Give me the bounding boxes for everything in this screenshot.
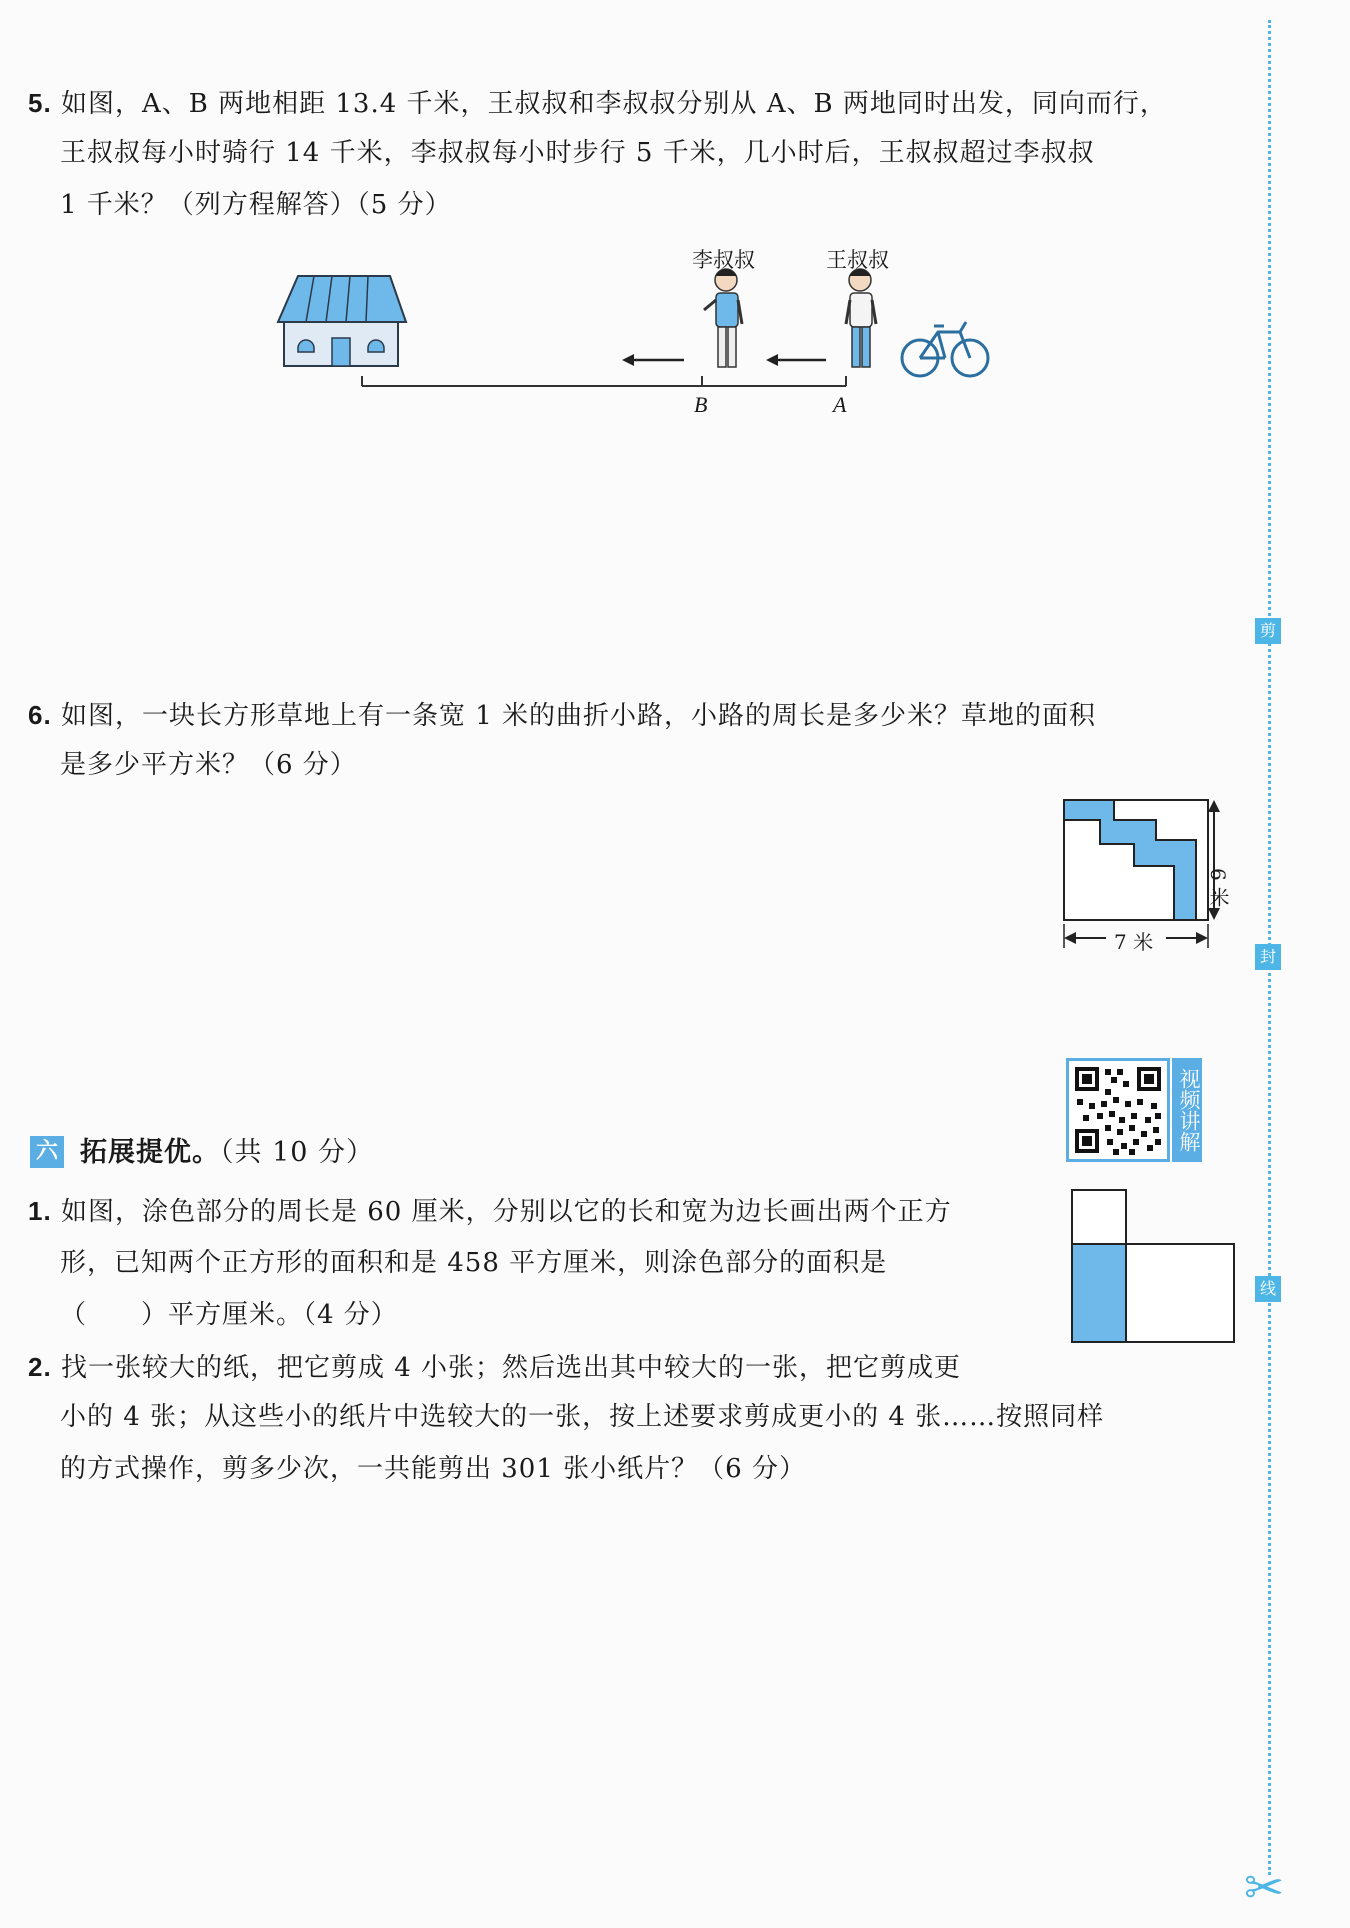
cut-tag: 剪: [1255, 618, 1281, 644]
question-number: 6.: [28, 700, 52, 730]
section-points: （共 10 分）: [220, 1137, 375, 1168]
person-li-icon: [704, 269, 742, 367]
question-text-line: 如图，A、B 两地相距 13.4 千米，王叔叔和李叔叔分别从 A、B 两地同时出发，同向而行，: [60, 89, 1167, 119]
question-number: 5.: [28, 88, 52, 118]
left-arrow-icon: [622, 354, 684, 366]
point-label-b: B: [694, 392, 708, 417]
left-arrow-icon: [766, 354, 826, 366]
bicycle-icon: [902, 322, 988, 376]
question-text-line: 是多少平方米？（6 分）: [60, 750, 357, 780]
question-text-line: 形，已知两个正方形的面积和是 458 平方厘米，则涂色部分的面积是: [60, 1248, 888, 1278]
shaded-rectangle: [1072, 1244, 1126, 1342]
house-icon: [278, 276, 406, 366]
question-text-line: 小的 4 张；从这些小的纸片中选较大的一张，按上述要求剪成更小的 4 张……按照同样: [60, 1402, 1105, 1432]
height-label: 6 米: [1206, 868, 1230, 908]
question-number: 2.: [28, 1352, 52, 1382]
question-text-line: 如图，一块长方形草地上有一条宽 1 米的曲折小路，小路的周长是多少米？草地的面积: [60, 701, 1097, 731]
squares-diagram: [1070, 1188, 1240, 1348]
question-text-line: （ ）平方厘米。（4 分）: [60, 1300, 398, 1330]
point-label-a: A: [833, 392, 847, 417]
person-wang-icon: [846, 269, 876, 367]
section-badge: 六: [30, 1136, 64, 1168]
qr-code-icon[interactable]: [1066, 1058, 1170, 1162]
distance-diagram: [270, 240, 1010, 420]
line-tag: 线: [1255, 1276, 1281, 1302]
question-text-line: 找一张较大的纸，把它剪成 4 小张；然后选出其中较大的一张，把它剪成更: [60, 1353, 962, 1383]
question-number: 1.: [28, 1196, 52, 1226]
question-text-line: 的方式操作，剪多少次，一共能剪出 301 张小纸片？（6 分）: [60, 1454, 806, 1484]
seal-tag: 封: [1255, 944, 1281, 970]
qr-label: 视频讲解: [1172, 1058, 1202, 1162]
scissors-icon: ✂: [1244, 1860, 1285, 1916]
width-label: 7 米: [1114, 930, 1154, 954]
section-title: 拓展提优。: [80, 1137, 220, 1168]
section-header: [80, 1136, 374, 1170]
question-text-line: 1 千米？（列方程解答）（5 分）: [60, 190, 452, 220]
question-text-line: 王叔叔每小时骑行 14 千米，李叔叔每小时步行 5 千米，几小时后，王叔叔超过李叔叔: [60, 138, 1095, 168]
person-label-wang: 王叔叔: [826, 248, 889, 272]
person-label-li: 李叔叔: [692, 248, 755, 272]
question-text-line: 如图，涂色部分的周长是 60 厘米，分别以它的长和宽为边长画出两个正方: [60, 1197, 952, 1227]
